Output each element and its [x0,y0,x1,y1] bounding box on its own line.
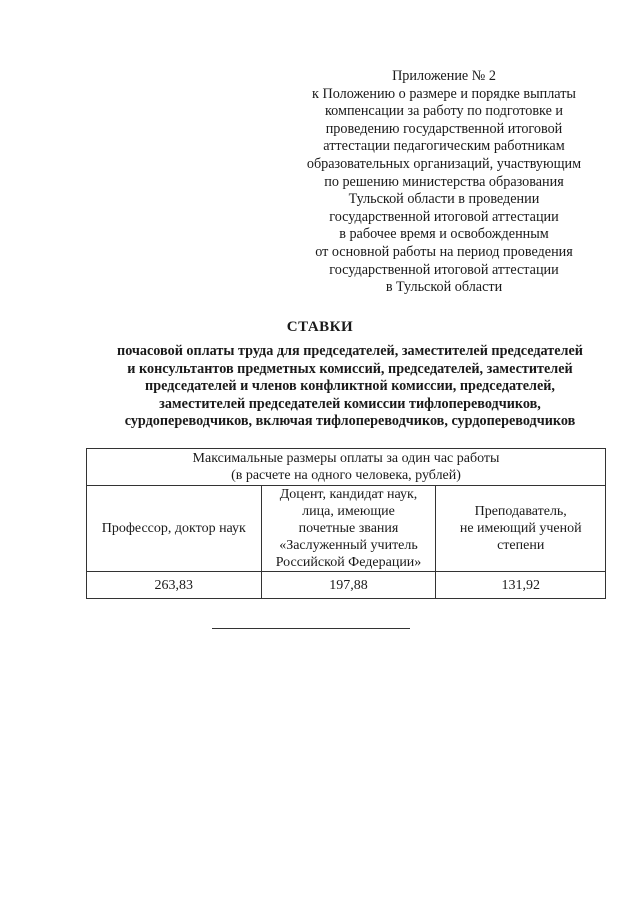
column-header-line: Российской Федерации» [275,555,422,570]
appendix-line: в Тульской области [385,279,503,296]
subtitle-line: заместителей председателей комиссии тифлопереводчиков, [159,395,541,412]
column-header-line: степени [497,538,545,553]
column-header-line: почетные звания [298,521,399,536]
appendix-line: Приложение № 2 [392,68,496,84]
rate-value-teacher: 131,92 [436,572,606,599]
appendix-line: государственной итоговой аттестации [329,261,559,278]
table-row [87,572,606,599]
table-header-row [87,449,606,486]
appendix-line: государственной итоговой аттестации [329,208,559,225]
subtitle-line: почасовой оплаты труда для председателей, заместителей председателей [117,343,583,359]
column-header-docent [261,486,436,572]
appendix-line: проведению государственной итоговой [325,120,563,137]
appendix-line: образовательных организаций, участвующим [306,155,582,172]
appendix-line: Тульской области в проведении [348,191,540,208]
subtitle-line: председателей и членов конфликтной комиссии, председателей, [145,378,555,394]
appendix-block [286,68,602,297]
column-header-professor [87,486,262,572]
rates-table [86,448,606,599]
rate-value-docent: 197,88 [261,572,436,599]
appendix-line: по решению министерства образования [324,173,564,190]
column-header-line: Профессор, доктор наук [101,521,246,536]
column-header-line: Доцент, кандидат наук, [279,487,418,502]
appendix-line: аттестации педагогическим работникам [323,138,565,155]
appendix-line: от основной работы на период проведения [315,243,573,260]
column-header-line: «Заслуженный учитель [279,538,418,553]
appendix-line: в рабочее время и освобожденным [339,226,549,243]
rate-value-professor: 263,83 [87,572,262,599]
column-header-line: Преподаватель, [474,504,567,519]
table-column-row [87,486,606,572]
document-subtitle [70,343,630,431]
table-header-line: Максимальные размеры оплаты за один час работы [192,451,500,466]
table-header-cell [87,449,606,486]
column-header-teacher [436,486,606,572]
closing-divider [212,628,410,629]
subtitle-line: и консультантов предметных комиссий, председателей, заместителей [127,360,573,377]
column-header-line: не имеющий ученой [459,521,582,536]
appendix-line: к Положению о размере и порядке выплаты [312,85,576,102]
column-header-line: лица, имеющие [302,504,395,519]
document-title: СТАВКИ [286,319,354,335]
subtitle-line: сурдопереводчиков, включая тифлопереводчиков, сурдопереводчиков [124,413,576,429]
table-header-line: (в расчете на одного человека, рублей) [231,468,461,483]
appendix-line: компенсации за работу по подготовке и [324,103,564,120]
